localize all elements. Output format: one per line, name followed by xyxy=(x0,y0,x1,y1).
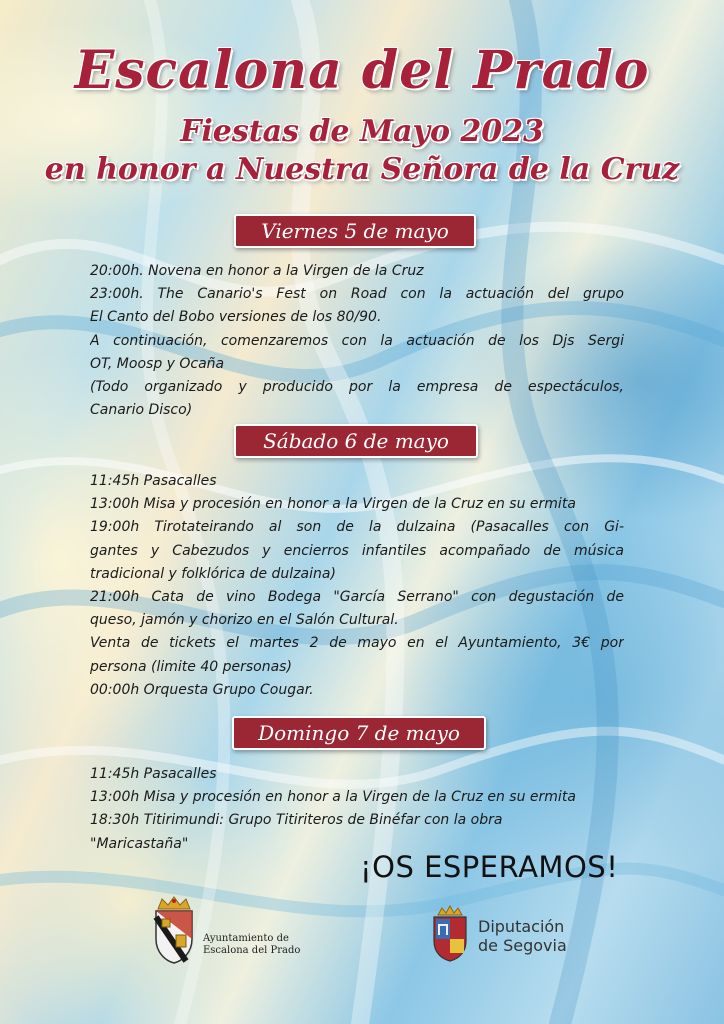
schedule-line: 11:45h Pasacalles xyxy=(90,473,217,489)
ayuntamiento-logo xyxy=(148,895,348,965)
event-subtitle-line2: en honor a Nuestra Señora de la Cruz xyxy=(44,152,680,187)
schedule-line: Canario Disco) xyxy=(90,402,193,419)
coat-of-arms-icon xyxy=(148,895,200,965)
schedule-sabado xyxy=(90,470,624,702)
schedule-line: (Todo organizado y producido por la empresa de espectáculos, xyxy=(90,379,624,396)
segovia-shield-icon xyxy=(430,905,470,963)
schedule-line: queso, jamón y chorizo en el Salón Cultural. xyxy=(90,612,399,629)
schedule-line: gantes y Cabezudos y encierros infantiles acompañado de música xyxy=(90,542,624,559)
schedule-line: 18:30h Titirimundi: Grupo Titiriteros de Binéfar con la obra xyxy=(90,812,503,829)
schedule-domingo xyxy=(90,763,624,856)
schedule-line: 00:00h Orquesta Grupo Cougar. xyxy=(90,681,314,698)
schedule-line: 23:00h. The Canario's Fest on Road con la actuación del grupo xyxy=(90,286,624,303)
ayuntamiento-label-line2: Escalona del Prado xyxy=(203,945,301,956)
diputacion-label-line2: de Segovia xyxy=(478,936,567,955)
schedule-line: "Maricastaña" xyxy=(90,835,189,852)
schedule-line: 13:00h Misa y procesión en honor a la Virgen de la Cruz en su ermita xyxy=(90,789,576,806)
schedule-line: El Canto del Bobo versiones de los 80/90. xyxy=(90,309,382,326)
schedule-line: 13:00h Misa y procesión en honor a la Virgen de la Cruz en su ermita xyxy=(90,496,576,513)
event-subtitle-line1: Fiestas de Mayo 2023 xyxy=(180,114,544,149)
schedule-line: 11:45h Pasacalles xyxy=(90,766,217,782)
schedule-line: A continuación, comenzaremos con la actuación de los Djs Sergi xyxy=(90,332,624,349)
schedule-line: persona (limite 40 personas) xyxy=(90,658,292,675)
schedule-viernes xyxy=(90,260,624,422)
schedule-line: 20:00h. Novena en honor a la Virgen de la Cruz xyxy=(90,263,424,279)
diputacion-label-line1: Diputación xyxy=(478,917,565,936)
day-banner-sabado: Sábado 6 de mayo xyxy=(234,424,478,458)
event-title: Escalona del Prado xyxy=(74,40,650,101)
schedule-line: OT, Moosp y Ocaña xyxy=(90,355,225,372)
day-banner-domingo: Domingo 7 de mayo xyxy=(232,716,486,750)
diputacion-logo xyxy=(430,905,610,965)
day-banner-viernes: Viernes 5 de mayo xyxy=(234,214,476,248)
ayuntamiento-label-line1: Ayuntamiento de xyxy=(203,933,289,944)
schedule-line: tradicional y folklórica de dulzaina) xyxy=(90,565,336,582)
schedule-line: 21:00h Cata de vino Bodega "García Serrano" con degustación de xyxy=(90,589,624,606)
schedule-line: 19:00h Tirotateirando al son de la dulzaina (Pasacalles con Gi- xyxy=(90,519,624,536)
schedule-line: Venta de tickets el martes 2 de mayo en el Ayuntamiento, 3€ por xyxy=(90,635,624,652)
closing-message: ¡OS ESPERAMOS! xyxy=(360,850,619,884)
